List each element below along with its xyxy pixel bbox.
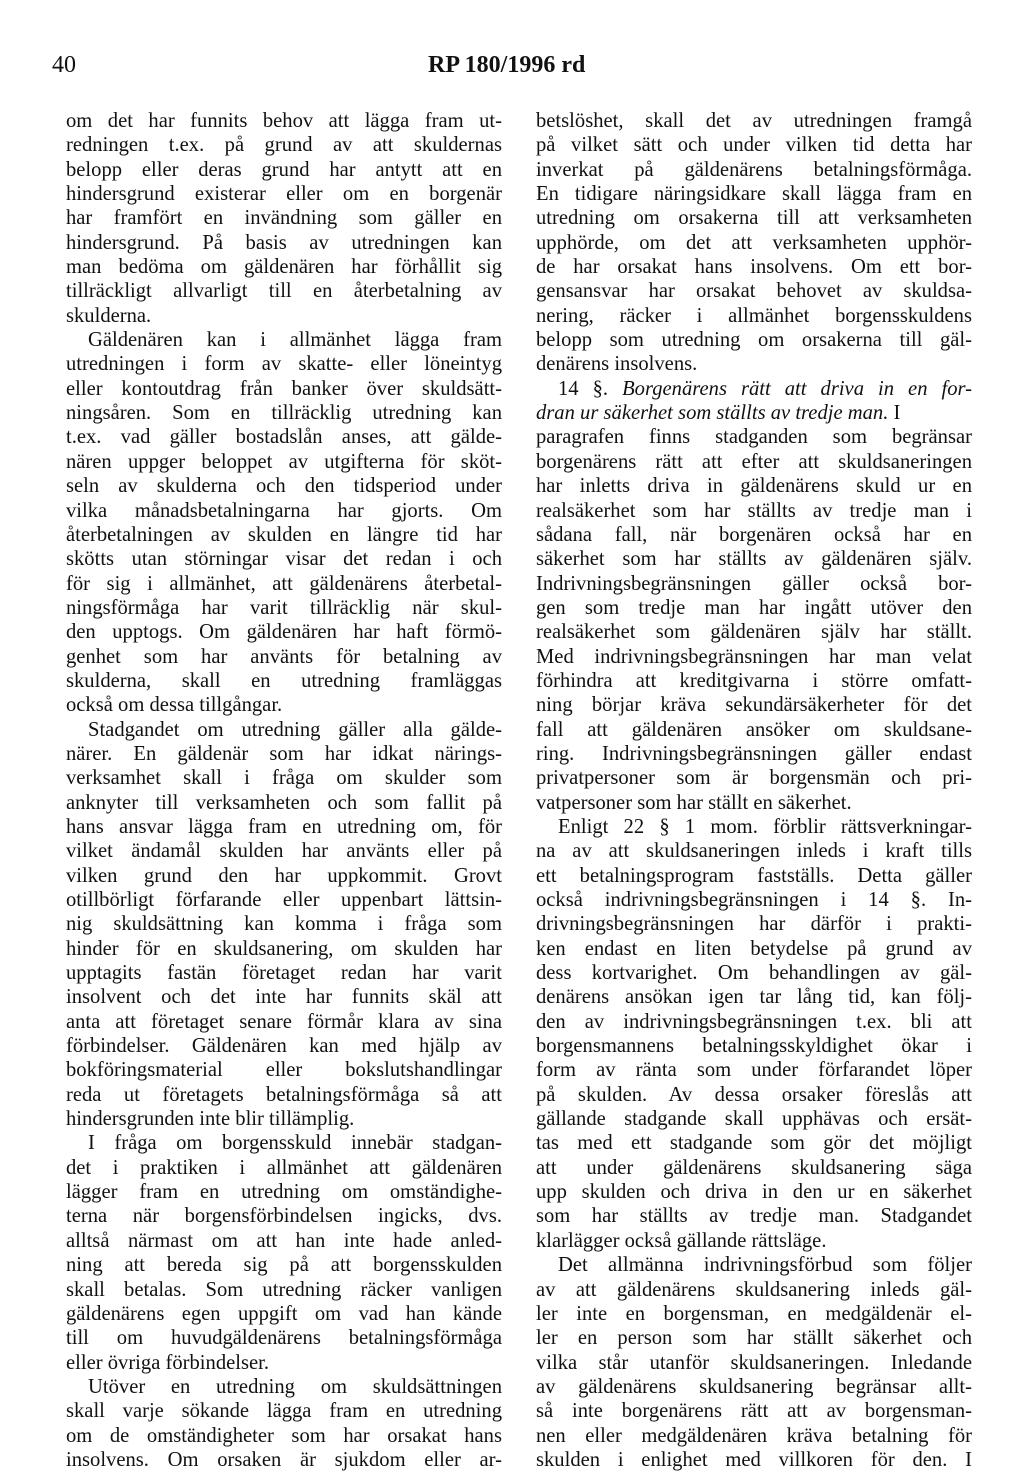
text-line: skall betalas. Som utredning räcker vanligen (66, 1278, 502, 1301)
text-line: hindersgrund existerar eller om en borgenär (66, 183, 502, 206)
text-line: Med indrivningsbegränsningen har man velat (536, 645, 972, 668)
text-line: hindersgrunden inte blir tillämplig. (66, 1108, 355, 1131)
text-line: hindersgrund. På basis av utredningen kan (66, 231, 502, 254)
text-line: Utöver en utredning om skuldsättningen (88, 1375, 502, 1398)
text-line: vilka står utanför skuldsaneringen. Inledande (536, 1351, 972, 1374)
text-line: klarlägger också gällande rättsläge. (536, 1229, 827, 1252)
text-line: Enligt 22 § 1 mom. förblir rättsverkningar- (558, 815, 972, 838)
text-line: om de omständigheter som har orsakat hans (66, 1424, 502, 1447)
text-line: form av ränta som under förfarandet löper (536, 1059, 972, 1082)
text-line: sådana fall, när borgenären också har en (536, 523, 972, 546)
text-line: ler inte en borgensman, en medgäldenär el- (536, 1302, 972, 1325)
text-line: till om huvudgäldenärens betalningsförmåga (66, 1327, 502, 1350)
section-tail: I (888, 402, 901, 425)
text-line: på vilket sätt och under vilken tid detta har (536, 134, 972, 157)
text-line: anknyter till verksamheten och som fallit på (66, 791, 502, 814)
text-line: seln av skulderna och den tidsperiod under (66, 475, 502, 498)
text-line: har framfört en invändning som gäller en (66, 207, 502, 230)
running-title: RP 180/1996 rd (428, 52, 586, 78)
text-line: ning börjar kräva sekundärsäkerheter för det (536, 694, 972, 717)
text-line: denärens insolvens. (536, 353, 698, 376)
text-line: insolvent och det inte har funnits skäl att (66, 986, 502, 1009)
text-line: Stadgandet om utredning gäller alla gälde- (88, 718, 502, 741)
section-title: dran ur säkerhet som ställts av tredje man. (536, 402, 889, 425)
text-line: för sig i allmänhet, att gäldenärens återbetal- (66, 572, 502, 595)
text-line: nering, räcker i allmänhet borgensskuldens (536, 304, 972, 327)
text-line: vatpersoner som har ställt en säkerhet. (536, 791, 852, 814)
text-line: reda ut företagets betalningsförmåga så att (66, 1083, 502, 1106)
text-line (536, 377, 972, 401)
text-line: Indrivningsbegränsningen gäller också bor- (536, 572, 972, 595)
text-line: skall varje sökande lägga fram en utredning (66, 1400, 502, 1423)
left-text-column (66, 109, 502, 1472)
text-line: nen eller medgäldenären kräva betalning för (536, 1424, 972, 1447)
text-line: En tidigare näringsidkare skall lägga fram en (536, 183, 972, 206)
text-line: Det allmänna indrivningsförbud som följer (558, 1254, 972, 1277)
text-line: hinder för en skuldsanering, om skulden har (66, 937, 502, 960)
text-line: också om dessa tillgångar. (66, 694, 283, 717)
text-line: att under gäldenärens skuldsanering säga (536, 1156, 972, 1179)
text-line: vilket ändamål skulden har använts eller på (66, 840, 502, 863)
text-line: borgenärens rätt att efter att skuldsaneringen (536, 450, 972, 473)
text-line: hans ansvar lägga fram en utredning om, för (66, 815, 502, 838)
text-line: ningsåren. Som en tillräcklig utredning kan (66, 402, 502, 425)
text-line: av att gäldenärens skuldsanering inleds gäl- (536, 1278, 972, 1301)
text-line: upphörde, om det att verksamheten upphör- (536, 231, 972, 254)
text-line: ring. Indrivningsbegränsningen gäller endast (536, 742, 972, 765)
text-line: vilka månadsbetalningarna har gjorts. Om (66, 499, 502, 522)
text-line: insolvens. Om orsaken är sjukdom eller ar- (66, 1448, 502, 1471)
text-line: betslöshet, skall det av utredningen framgå (536, 110, 972, 132)
text-line: otillbörligt förfarande eller uppenbart lättsin- (66, 889, 502, 911)
text-line: redningen t.ex. på grund av att skuldernas (66, 134, 502, 157)
text-line: ningsförmåga har varit tillräcklig när skul- (66, 596, 502, 619)
text-line: Gäldenären kan i allmänhet lägga fram (88, 329, 502, 352)
text-line: av gäldenärens skuldsanering begränsar allt- (536, 1375, 972, 1398)
text-line: nären uppger beloppet av utgifterna för sköt- (66, 450, 502, 473)
text-line: paragrafen finns stadganden som begränsar (536, 426, 972, 449)
text-line: gäldenärens egen uppgift om vad han kände (66, 1302, 502, 1325)
text-line: skulderna, skall en utredning framläggas (66, 669, 502, 692)
text-line: realsäkerhet som har ställts av tredje man i (536, 499, 972, 522)
text-line: närer. En gäldenär som har idkat närings- (66, 742, 502, 765)
text-line: som har ställts av tredje man. Stadgandet (536, 1205, 972, 1228)
text-line: tillräckligt allvarligt till en återbetalning av (66, 280, 502, 303)
text-line: ken endast en liten betydelse på grund av (536, 937, 972, 960)
text-line: dess kortvarighet. Om behandlingen av gäl- (536, 962, 972, 985)
text-line: på skulden. Av dessa orsaker föreslås att (536, 1083, 972, 1106)
text-line: ler en person som har ställt säkerhet och (536, 1327, 972, 1350)
text-line: genhet som har använts för betalning av (66, 645, 502, 668)
text-line: anta att företaget senare förmår klara av sina (66, 1010, 502, 1033)
text-line: skötts utan störningar visar det redan i och (66, 548, 502, 571)
text-line: också indrivningsbegränsningen i 14 §. In- (536, 889, 972, 911)
text-line: utredningen i form av skatte- eller löneintyg (66, 353, 502, 376)
text-line: inverkat på gäldenärens betalningsförmåga. (536, 158, 972, 181)
text-line: gensansvar har orsakat behovet av skuldsa- (536, 280, 972, 303)
section-number: 14 §. (558, 377, 623, 400)
text-line: tas med ett stadgande som gör det möjligt (536, 1132, 972, 1155)
text-line: belopp eller deras grund har antytt att en (66, 158, 502, 181)
text-line: ett betalningsprogram fastställs. Detta gäller (536, 864, 972, 887)
text-line: fall att gäldenären ansöker om skuldsane- (536, 718, 972, 741)
text-line: förhindra att kreditgivarna i större omfatt- (536, 669, 972, 692)
text-line: t.ex. vad gäller bostadslån anses, att gälde- (66, 426, 502, 449)
text-line: denärens ansökan igen tar lång tid, kan följ- (536, 986, 972, 1009)
text-line: terna när borgensförbindelsen ingicks, dvs. (66, 1205, 502, 1228)
text-line: skulden i enlighet med villkoren för den. I (536, 1448, 972, 1471)
text-line: verksamhet skall i fråga om skulder som (66, 767, 502, 790)
text-line: skulderna. (66, 304, 152, 327)
text-line: eller kontoutdrag från banker över skuldsätt- (66, 377, 502, 400)
text-line: upptagits fastän företaget redan har varit (66, 962, 502, 985)
text-line: lägger fram en utredning om omständighe- (66, 1181, 502, 1204)
text-line: de har orsakat hans insolvens. Om ett bor- (536, 256, 972, 279)
right-text-column (536, 109, 972, 1472)
text-line: om det har funnits behov att lägga fram ut- (66, 110, 502, 132)
text-line: gen som tredje man har ingått utöver den (536, 596, 972, 619)
section-title: Borgenärens rätt att driva in en for- (622, 377, 972, 400)
text-line: gällande stadgande skall upphävas och ersät- (536, 1108, 972, 1131)
text-line: bokföringsmaterial eller bokslutshandlingar (66, 1059, 502, 1082)
text-line (536, 401, 972, 425)
text-line: säkerhet som har ställts av gäldenären själv. (536, 548, 972, 571)
text-line: har inletts driva in gäldenärens skuld ur en (536, 475, 972, 498)
text-line: alltså närmast om att han inte hade anled- (66, 1229, 502, 1252)
text-line: nig skuldsättning kan komma i fråga som (66, 913, 502, 936)
text-line: borgensmannens betalningsskyldighet ökar i (536, 1035, 972, 1058)
text-line: upp skulden och driva in den ur en säkerhet (536, 1181, 972, 1204)
text-line: privatpersoner som är borgensmän och pri- (536, 767, 972, 790)
text-line: den av indrivningsbegränsningen t.ex. bli att (536, 1010, 972, 1033)
text-line: belopp som utredning om orsakerna till gäl- (536, 329, 972, 352)
text-line: förbindelser. Gäldenären kan med hjälp av (66, 1035, 502, 1058)
text-line: drivningsbegränsningen har därför i prakti- (536, 913, 972, 936)
text-line: ning att bereda sig på att borgensskulden (66, 1254, 502, 1277)
page-number: 40 (52, 52, 76, 78)
text-line: återbetalningen av skulden en längre tid har (66, 523, 502, 546)
text-line: utredning om orsakerna till att verksamheten (536, 207, 972, 230)
text-line: realsäkerhet som gäldenären själv har ställt. (536, 621, 972, 644)
text-line: så inte borgenärens rätt att av borgensman- (536, 1400, 972, 1423)
text-line: vilken grund den har uppkommit. Grovt (66, 864, 502, 887)
text-line: det i praktiken i allmänhet att gäldenären (66, 1156, 502, 1179)
text-line: eller övriga förbindelser. (66, 1351, 270, 1374)
text-line: man bedöma om gäldenären har förhållit sig (66, 256, 502, 279)
text-line: na av att skuldsaneringen inleds i kraft tills (536, 840, 972, 863)
text-line: den upptogs. Om gäldenären har haft förmö- (66, 621, 502, 644)
text-line: I fråga om borgensskuld innebär stadgan- (88, 1132, 502, 1155)
